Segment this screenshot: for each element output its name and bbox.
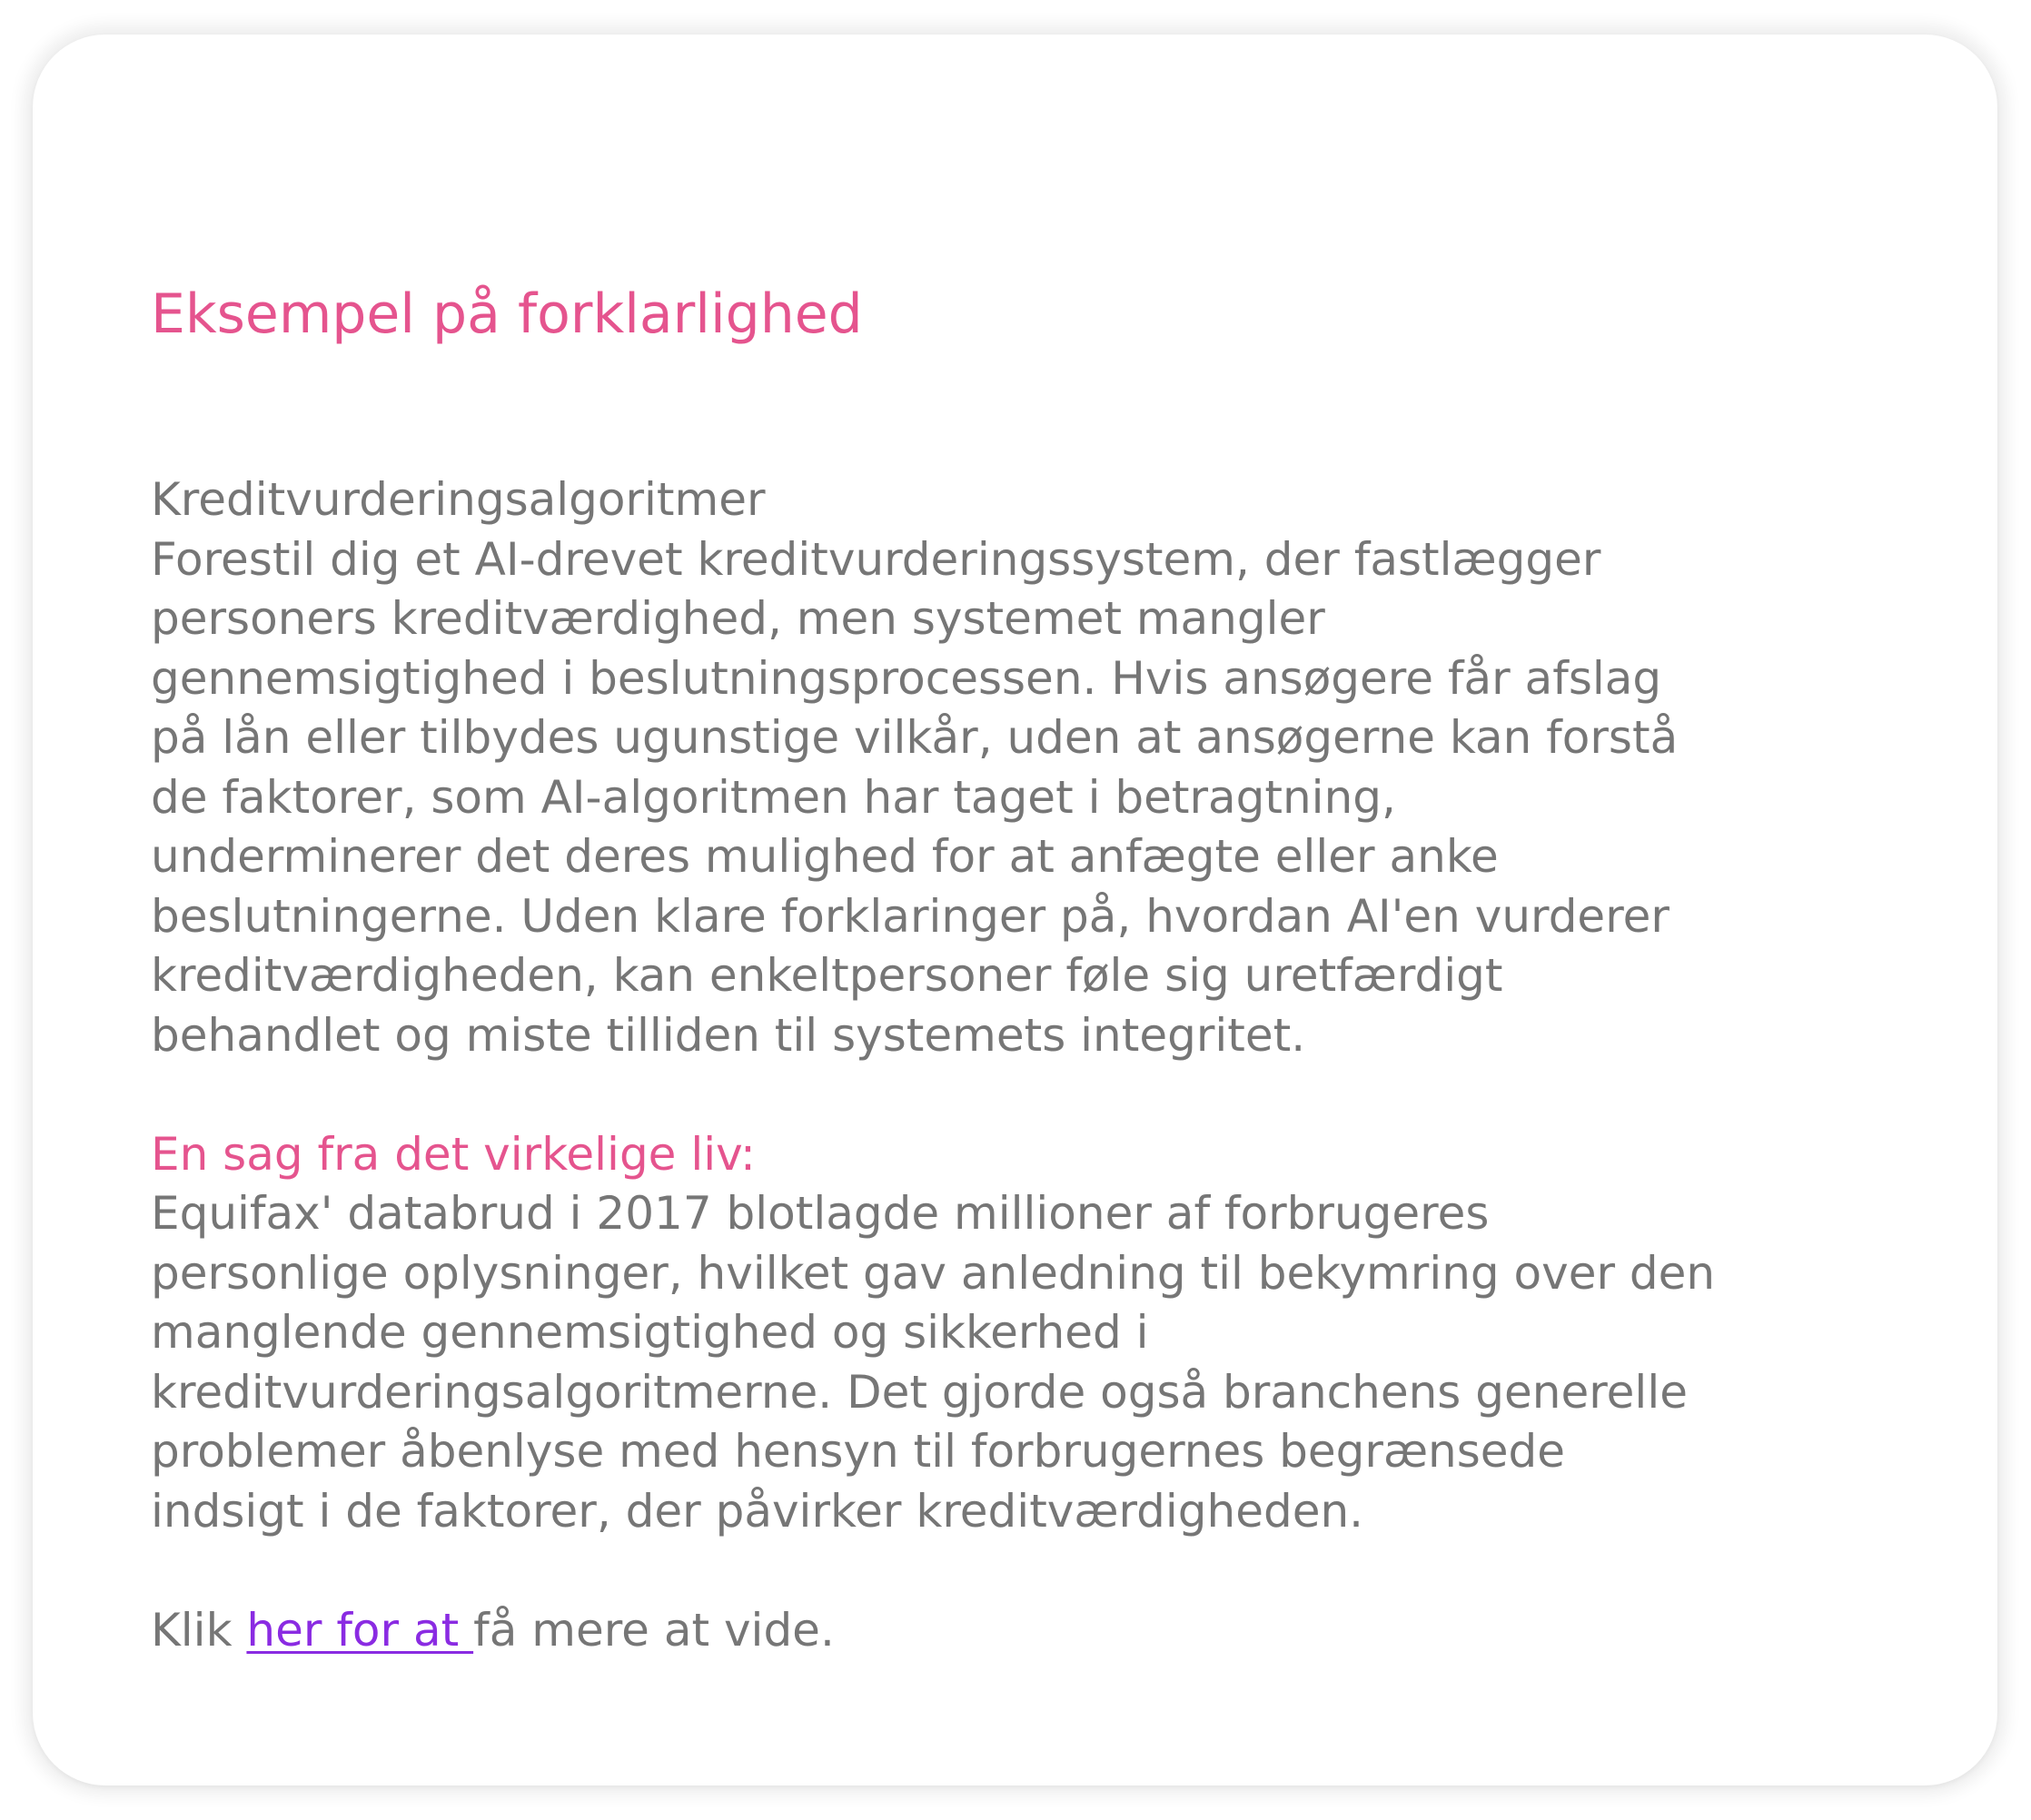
section-credit-algorithms — [151, 470, 1922, 1065]
section-real-life-case — [151, 1125, 1922, 1542]
paragraph-line: de faktorer, som AI-algoritmen har taget i betragtning, — [151, 770, 1396, 824]
paragraph-line: indsigt i de faktorer, der påvirker kreditværdigheden. — [151, 1484, 1364, 1538]
paragraph-line: Equifax' databrud i 2017 blotlagde millioner af forbrugeres — [151, 1187, 1490, 1240]
body-text — [151, 470, 1922, 1660]
paragraph-line: kreditvurderingsalgoritmerne. Det gjorde også branchens generelle — [151, 1365, 1688, 1419]
paragraph-line: Forestil dig et AI-drevet kreditvurderingssystem, der fastlægger — [151, 532, 1601, 586]
paragraph-line: underminerer det deres mulighed for at anfægte eller anke — [151, 830, 1499, 883]
learn-more-link[interactable]: her for at — [246, 1603, 474, 1657]
paragraph-line: manglende gennemsigtighed og sikkerhed i — [151, 1306, 1149, 1359]
paragraph-line: personers kreditværdighed, men systemet mangler — [151, 592, 1325, 645]
paragraph-line: på lån eller tilbydes ugunstige vilkår, uden at ansøgerne kan forstå — [151, 711, 1679, 764]
paragraph-line: kreditværdigheden, kan enkeltpersoner føle sig uretfærdigt — [151, 949, 1503, 1002]
case-heading: En sag fra det virkelige liv: — [151, 1127, 756, 1181]
footer-suffix: få mere at vide. — [473, 1603, 835, 1657]
content-card — [33, 35, 1997, 1785]
paragraph-line: gennemsigtighed i beslutningsprocessen. Hvis ansøgere får afslag — [151, 651, 1662, 705]
paragraph-line: beslutningerne. Uden klare forklaringer på, hvordan AI'en vurderer — [151, 889, 1669, 943]
paragraph-line: personlige oplysninger, hvilket gav anledning til bekymring over den — [151, 1246, 1716, 1300]
footer-line — [151, 1601, 1922, 1661]
page-title: Eksempel på forklarlighed — [151, 282, 863, 346]
footer-prefix: Klik — [151, 1603, 247, 1657]
section-heading: Kreditvurderingsalgoritmer — [151, 473, 766, 526]
paragraph-line: problemer åbenlyse med hensyn til forbrugernes begrænsede — [151, 1425, 1566, 1478]
footer-text — [151, 1601, 1922, 1661]
spacer — [151, 1541, 1922, 1601]
spacer — [151, 1065, 1922, 1125]
paragraph-line: behandlet og miste tilliden til systemets integritet. — [151, 1008, 1306, 1062]
